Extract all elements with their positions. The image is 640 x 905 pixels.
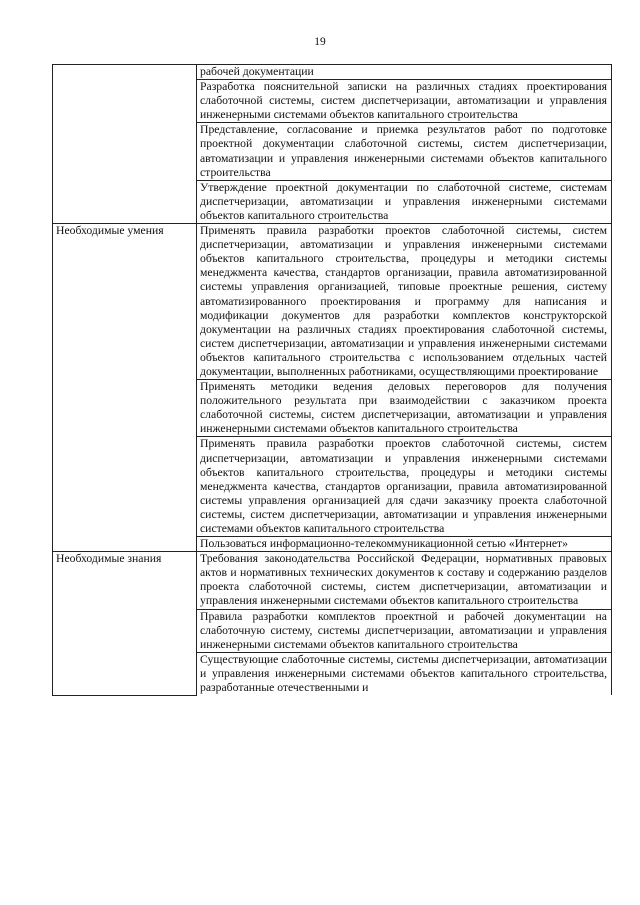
table-cell-text: Требования законодательства Российской Федерации, нормативных правовых актов и нормативных технических документов к составу и содержанию разделов проекта слаботочной системы, систем диспетчеризации, автоматизации и управления инженерными системами объектов капитального строительства [197, 552, 612, 609]
row-label-empty [53, 65, 197, 224]
page-number: 19 [314, 36, 326, 48]
table-cell-text: Существующие слаботочные системы, системы диспетчеризации, автоматизации и управления инженерными системами объектов капитального строительства, разработанные отечественными и [197, 652, 612, 695]
requirements-table [52, 64, 612, 696]
table-row [53, 65, 612, 80]
table-row [53, 552, 612, 609]
table-cell-text: Применять правила разработки проектов слаботочной системы, систем диспетчеризации, автоматизации и управления инженерными системами объектов капитального строительства, процедуры и методики системы менеджмента качества, стандартов организации, правила автоматизированной системы управления организацией, типовые проектные решения, систему автоматизированного проектирования и программу для написания и модификации документов для разработки комплектов конструкторской документации на различных стадиях проектирования слаботочной системы, систем диспетчеризации, автоматизации и управления инженерными системами объектов капитального строительства с использованием отдельных частей документации, выполненных работниками, осуществляющими проектирование [197, 224, 612, 380]
table-cell-text: Разработка пояснительной записки на различных стадиях проектирования слаботочной системы, систем диспетчеризации, автоматизации и управления инженерными системами объектов капитального строительства [197, 80, 612, 123]
table-row [53, 224, 612, 380]
table-cell-text: рабочей документации [197, 65, 612, 80]
table-cell-text: Утверждение проектной документации по слаботочной системе, системам диспетчеризации, автоматизации и управления инженерными системами объектов капитального строительства [197, 180, 612, 223]
table-cell-text: Применять методики ведения деловых переговоров для получения положительного результата при взаимодействии с заказчиком проекта слаботочной системы, систем диспетчеризации, автоматизации и управления инженерными системами объектов капитального строительства [197, 380, 612, 437]
table-cell-text: Применять правила разработки проектов слаботочной системы, систем диспетчеризации, автоматизации и управления инженерными системами объектов капитального строительства, процедуры и методики системы менеджмента качества, стандартов организации, правила автоматизированной системы управления организацией для сдачи заказчику проекта слаботочной системы, систем диспетчеризации, автоматизации и управления инженерными системами объектов капитального строительства [197, 437, 612, 537]
row-label-skills: Необходимые умения [53, 224, 197, 552]
row-label-knowledge: Необходимые знания [53, 552, 197, 695]
table-cell-text: Представление, согласование и приемка результатов работ по подготовке проектной документации слаботочной системы, систем диспетчеризации, автоматизации и управления инженерными системами объектов капитального строительства [197, 123, 612, 180]
table-cell-text: Пользоваться информационно-телекоммуникационной сетью «Интернет» [197, 537, 612, 552]
table-cell-text: Правила разработки комплектов проектной и рабочей документации на слаботочную систему, системы диспетчеризации, автоматизации и управления инженерными системами объектов капитального строительства [197, 609, 612, 652]
